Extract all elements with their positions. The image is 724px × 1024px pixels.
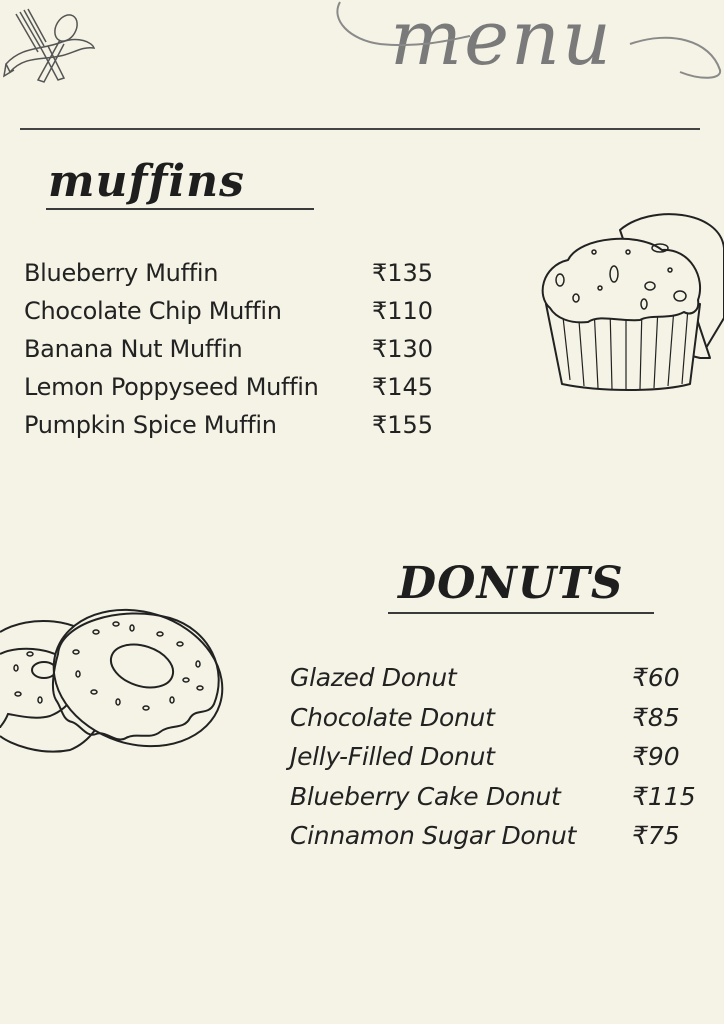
muffins-heading: muffins	[48, 156, 245, 207]
top-divider	[20, 128, 700, 130]
item-price: ₹115	[632, 781, 696, 811]
list-item	[24, 368, 444, 406]
list-item	[290, 698, 710, 738]
muffin-illustration	[540, 208, 724, 398]
muffins-heading-underline	[46, 208, 314, 210]
donuts-list	[290, 658, 710, 856]
donuts-heading: DONUTS	[398, 558, 624, 609]
item-name: Blueberry Cake Donut	[290, 781, 561, 811]
item-price: ₹145	[372, 373, 434, 401]
item-price: ₹135	[372, 259, 434, 287]
item-price: ₹110	[372, 297, 434, 325]
item-name: Banana Nut Muffin	[24, 335, 243, 363]
list-item	[290, 777, 710, 817]
item-name: Pumpkin Spice Muffin	[24, 411, 277, 439]
list-item	[290, 816, 710, 856]
muffins-list	[24, 254, 444, 444]
donuts-heading-underline	[388, 612, 654, 614]
fork-spoon-ribbon-icon	[2, 6, 98, 86]
list-item	[24, 330, 444, 368]
list-item	[24, 406, 444, 444]
item-name: Cinnamon Sugar Donut	[290, 821, 577, 850]
list-item	[24, 254, 444, 292]
item-name: Glazed Donut	[290, 663, 457, 692]
list-item	[290, 658, 710, 698]
item-name: Jelly-Filled Donut	[290, 742, 495, 771]
item-name: Blueberry Muffin	[24, 259, 219, 287]
list-item	[24, 292, 444, 330]
item-price: ₹85	[632, 702, 680, 732]
item-price: ₹155	[372, 411, 434, 439]
item-price: ₹75	[632, 821, 680, 850]
item-name: Chocolate Donut	[290, 702, 495, 732]
donut-illustration	[0, 604, 230, 764]
title-flourish	[330, 0, 724, 100]
item-name: Chocolate Chip Muffin	[24, 297, 282, 325]
item-price: ₹130	[372, 335, 434, 363]
item-name: Lemon Poppyseed Muffin	[24, 373, 319, 401]
list-item	[290, 737, 710, 777]
menu-title: menu	[390, 0, 613, 82]
item-price: ₹60	[632, 663, 680, 692]
item-price: ₹90	[632, 742, 680, 771]
